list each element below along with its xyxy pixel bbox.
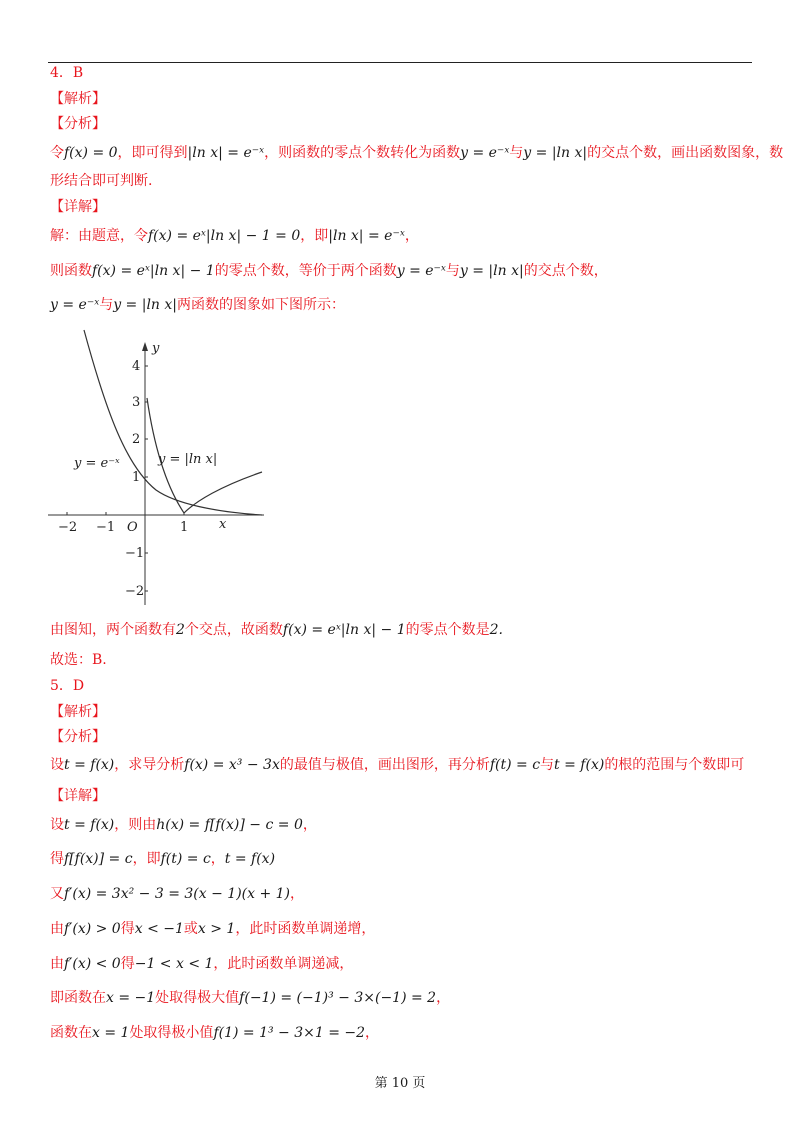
q5-line5: 由f′(x) < 0得−1 < x < 1，此时函数单调递减，	[50, 956, 354, 972]
q4-jiexi-heading: 【解析】	[50, 91, 106, 107]
q4-choose: 故选：B.	[50, 652, 107, 668]
curve-e-neg-x	[84, 330, 262, 515]
q5-fenxi-line1: 设t = f(x)，求导分析f(x) = x³ − 3x的最值与极值，画出图形，再分析f(t) = c与t = f(x)的根的范围与个数即可	[50, 757, 745, 773]
q5-line6: 即函数在x = −1处取得极大值f(−1) = (−1)³ − 3×(−1) = 2，	[50, 990, 451, 1006]
label-y: y	[152, 341, 160, 356]
curve-label-abs-ln-x: y = |ln x|	[158, 452, 218, 467]
x-tick-label: −2	[58, 520, 78, 535]
y-tick-label: −1	[125, 546, 145, 561]
q4-xiangjie-line3: y = e⁻ˣ与y = |ln x|两函数的图象如下图所示：	[50, 297, 346, 313]
header-rule	[48, 62, 752, 63]
page-footer	[0, 1072, 800, 1091]
y-tick-label: 3	[132, 395, 141, 410]
x-tick-label: 1	[180, 520, 189, 535]
y-tick-label: −2	[125, 584, 145, 599]
q5-answer: 5．D	[50, 678, 85, 694]
y-tick-label: 2	[132, 432, 141, 447]
q5-line3: 又f′(x) = 3x² − 3 = 3(x − 1)(x + 1)，	[50, 886, 305, 902]
q4-fenxi-heading: 【分析】	[50, 116, 106, 132]
q4-xiangjie-heading: 【详解】	[50, 199, 106, 215]
label-x: x	[219, 517, 227, 532]
q5-xiangjie-heading: 【详解】	[50, 788, 106, 804]
q5-fenxi-heading: 【分析】	[50, 729, 106, 745]
page-number: 第 10 页	[374, 1076, 426, 1091]
q5-line4: 由f′(x) > 0得x < −1或x > 1，此时函数单调递增，	[50, 921, 376, 937]
curve-label-e-neg-x: y = e⁻ˣ	[74, 456, 120, 471]
y-tick-label: 1	[132, 470, 141, 485]
y-axis-arrow	[142, 342, 148, 351]
q5-line7: 函数在x = 1处取得极小值f(1) = 1³ − 3×1 = −2，	[50, 1025, 380, 1041]
q4-xiangjie-line1: 解：由题意，令f(x) = eˣ|ln x| − 1 = 0，即|ln x| = e⁻ˣ，	[50, 228, 419, 244]
q4-answer: 4．B	[50, 65, 84, 81]
q4-conclusion: 由图知，两个函数有2个交点，故函数f(x) = eˣ|ln x| − 1的零点个数是2.	[50, 622, 503, 638]
q4-fenxi-line1: 令f(x) = 0，即可得到|ln x| = e⁻ˣ，则函数的零点个数转化为函数y = e⁻ˣ与y = |ln x|的交点个数，画出函数图象，数	[50, 145, 784, 161]
q4-xiangjie-line2: 则函数f(x) = eˣ|ln x| − 1的零点个数，等价于两个函数y = e⁻ˣ与y = |ln x|的交点个数，	[50, 263, 608, 279]
x-tick-label: −1	[96, 520, 116, 535]
function-graph	[46, 326, 266, 608]
q5-line2: 得f[f(x)] = c，即f(t) = c，t = f(x)	[50, 851, 276, 867]
q5-jiexi-heading: 【解析】	[50, 704, 106, 720]
q4-fenxi-line2: 形结合即可判断.	[50, 173, 153, 189]
label-origin: O	[127, 520, 138, 535]
q5-line1: 设t = f(x)，则由h(x) = f[f(x)] − c = 0，	[50, 817, 317, 833]
y-tick-label: 4	[132, 359, 141, 374]
